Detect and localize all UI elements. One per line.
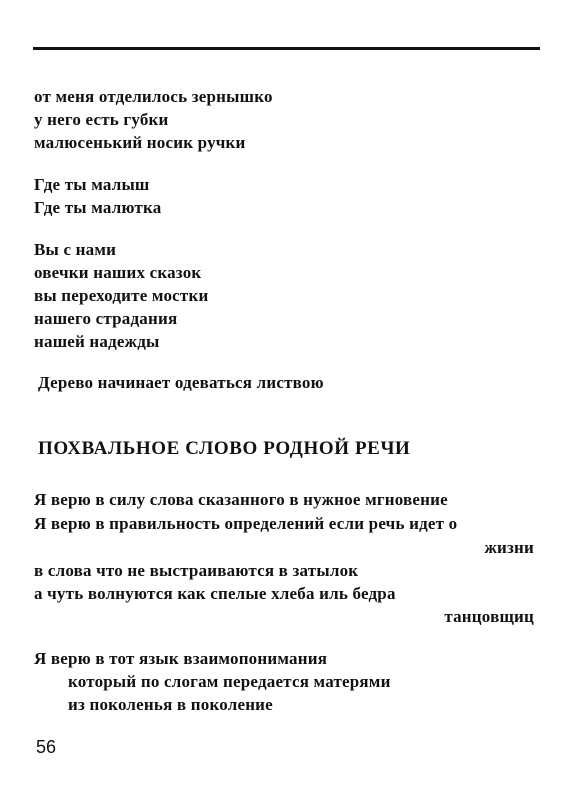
poem1-stanza3-line1: Вы с нами [34,240,117,259]
poem1-closing-line: Дерево начинает одеваться листвою [38,373,324,392]
poem1-stanza3-line2: овечки наших сказок [34,263,202,282]
poem2-title: ПОХВАЛЬНОЕ СЛОВО РОДНОЙ РЕЧИ [38,438,411,459]
poem1-stanza1-line3: малюсенький носик ручки [34,133,246,152]
page-number: 56 [36,737,57,757]
poem2-line1: Я верю в силу слова сказанного в нужное мгновение [34,490,448,509]
poem2-line5: Я верю в тот язык взаимопонимания [34,649,328,668]
poem2-line2: Я верю в правильность определений если речь идет о [34,514,458,533]
top-rule [33,47,540,50]
poem2-line4-continuation: танцовщиц [444,607,534,626]
poem2-line7: из поколенья в поколение [68,695,273,714]
poem2-line4: а чуть волнуются как спелые хлеба иль бедра [34,584,396,603]
poem1-stanza1-line1: от меня отделилось зернышко [34,87,273,106]
poem1-stanza3-line4: нашего страдания [34,309,178,328]
poem1-stanza3-line3: вы переходите мостки [34,286,209,305]
poem2-line2-continuation: жизни [484,538,534,557]
poem1-stanza3-line5: нашей надежды [34,332,160,351]
poem2-line3: в слова что не выстраиваются в затылок [34,561,359,580]
poem1-stanza2-line1: Где ты малыш [34,175,150,194]
poem1-stanza1-line2: у него есть губки [34,110,169,129]
poem2-line6: который по слогам передается матерями [68,672,391,691]
poem1-stanza2-line2: Где ты малютка [34,198,162,217]
